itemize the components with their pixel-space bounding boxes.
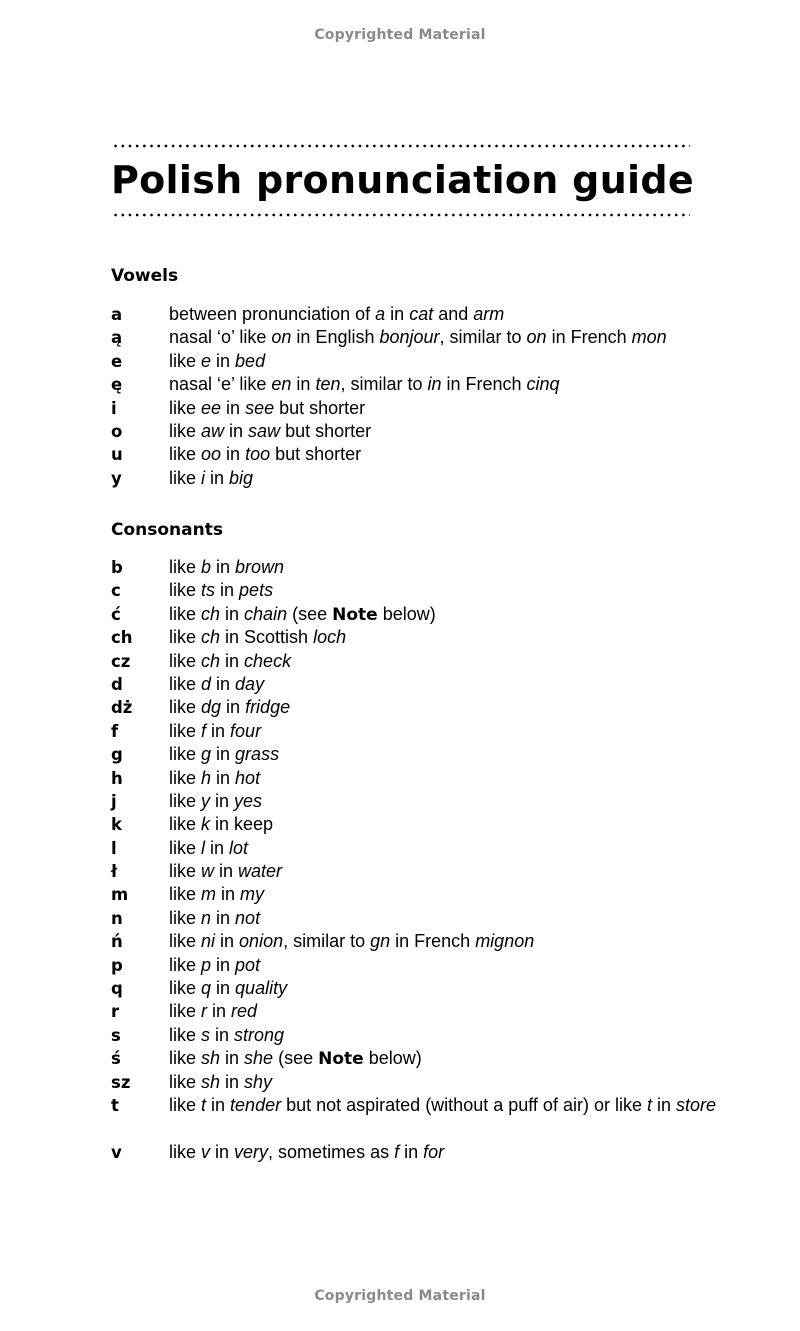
example-word: on <box>271 327 292 348</box>
entry-description <box>169 373 729 396</box>
description-text: in <box>211 954 236 975</box>
description-text: in <box>220 603 245 624</box>
description-text: nasal ‘o’ like <box>169 327 272 348</box>
description-text: in <box>210 790 235 811</box>
description-text: like <box>169 931 202 952</box>
list-item <box>0 1071 800 1094</box>
description-text: in <box>211 350 236 371</box>
list-item <box>0 954 800 977</box>
vowels-list <box>0 303 800 490</box>
description-text: in keep <box>210 814 274 835</box>
description-text: like <box>169 420 202 441</box>
description-text: , similar to <box>340 374 428 395</box>
description-text: in <box>211 907 236 928</box>
entry-description <box>169 790 729 813</box>
note-label: Note <box>318 1049 364 1070</box>
example-word: pets <box>239 580 274 601</box>
entry-description <box>169 1071 729 1094</box>
entry-letter: r <box>111 1002 120 1022</box>
example-word: check <box>244 650 292 671</box>
example-word: ee <box>201 397 222 418</box>
description-text: nasal ‘e’ like <box>169 374 272 395</box>
description-text: like <box>169 814 202 835</box>
entry-letter: l <box>111 838 117 858</box>
description-text: in <box>385 304 410 324</box>
example-word: hot <box>235 767 261 788</box>
example-word: my <box>240 884 265 905</box>
list-item <box>0 579 800 602</box>
entry-description <box>169 673 729 696</box>
list-item <box>0 1024 800 1047</box>
example-word: g <box>201 744 212 765</box>
description-text: in <box>651 1094 676 1115</box>
entry-letter: ł <box>111 862 118 882</box>
description-text: below) <box>363 1048 422 1069</box>
entry-description <box>169 1094 729 1117</box>
description-text: in <box>221 444 246 465</box>
example-word: ch <box>201 603 221 624</box>
description-text: in <box>291 374 316 395</box>
example-word: store <box>676 1094 717 1115</box>
list-item <box>0 930 800 953</box>
example-word: dg <box>201 697 222 718</box>
example-word: i <box>201 467 206 488</box>
example-word: aw <box>201 420 225 441</box>
entry-letter: y <box>111 468 122 488</box>
example-word: yes <box>234 790 263 811</box>
list-item <box>0 837 800 860</box>
description-text: in <box>206 720 231 741</box>
description-text: in <box>207 1001 232 1022</box>
entry-description <box>169 813 729 836</box>
entry-letter: ch <box>111 628 133 648</box>
description-text: like <box>169 603 202 624</box>
example-word: ten <box>315 374 341 395</box>
example-word: en <box>271 374 292 395</box>
description-text: but shorter <box>274 397 366 418</box>
description-text: like <box>169 767 202 788</box>
entry-letter: ń <box>111 932 123 952</box>
entry-letter: g <box>111 745 123 765</box>
entry-description <box>169 603 729 627</box>
example-word: shy <box>244 1071 273 1092</box>
example-word: k <box>201 814 211 835</box>
example-word: ch <box>201 650 221 671</box>
entry-description <box>169 954 729 977</box>
example-word: p <box>201 954 212 975</box>
entry-letter: e <box>111 351 123 371</box>
example-word: loch <box>313 627 347 648</box>
entry-letter: b <box>111 558 123 577</box>
entry-letter: m <box>111 885 129 905</box>
description-text: like <box>169 557 202 577</box>
entry-description <box>169 883 729 906</box>
entry-description <box>169 860 729 883</box>
description-text: (see <box>273 1048 319 1069</box>
example-word: l <box>201 837 206 858</box>
entry-description <box>169 443 729 466</box>
example-word: ts <box>201 580 216 601</box>
example-word: cat <box>409 304 434 324</box>
entry-description <box>169 720 729 743</box>
list-item <box>0 907 800 930</box>
list-item <box>0 1000 800 1023</box>
example-word: saw <box>248 420 281 441</box>
example-word: gn <box>370 931 391 952</box>
entry-letter: d <box>111 674 123 694</box>
description-text: like <box>169 650 202 671</box>
entry-letter: ś <box>111 1049 121 1069</box>
entry-letter: sz <box>111 1072 131 1092</box>
list-item <box>0 696 800 719</box>
example-word: on <box>526 327 547 348</box>
description-text: , sometimes as <box>268 1141 395 1162</box>
entry-letter: cz <box>111 651 131 671</box>
example-word: n <box>201 907 212 928</box>
example-word: cinq <box>526 374 560 395</box>
list-item <box>0 1094 800 1141</box>
note-label: Note <box>332 604 378 625</box>
watermark-top: Copyrighted Material <box>314 27 486 43</box>
example-word: h <box>201 767 212 788</box>
description-text: like <box>169 907 202 928</box>
description-text: in <box>210 1024 235 1045</box>
example-word: onion <box>239 931 284 952</box>
entry-letter: p <box>111 955 123 975</box>
consonants-list <box>0 556 800 1164</box>
description-text: in French <box>546 327 632 348</box>
example-word: day <box>235 673 265 694</box>
description-text: in <box>210 1141 235 1162</box>
entry-letter: dż <box>111 698 133 718</box>
description-text: like <box>169 837 202 858</box>
example-word: y <box>201 790 211 811</box>
list-item <box>0 397 800 420</box>
description-text: in <box>205 467 230 488</box>
watermark-bottom: Copyrighted Material <box>314 1288 486 1304</box>
list-item <box>0 767 800 790</box>
description-text: in <box>220 1048 245 1069</box>
entry-description <box>169 1000 729 1023</box>
description-text: like <box>169 1024 202 1045</box>
description-text: in <box>220 1071 245 1092</box>
entry-description <box>169 977 729 1000</box>
entry-description <box>169 743 729 766</box>
example-word: sh <box>201 1048 221 1069</box>
list-item <box>0 673 800 696</box>
example-word: bonjour <box>379 327 440 348</box>
example-word: f <box>394 1141 400 1162</box>
entry-description <box>169 350 729 373</box>
description-text: in Scottish <box>220 627 314 648</box>
list-item <box>0 326 800 349</box>
list-item <box>0 350 800 373</box>
example-word: arm <box>473 304 505 324</box>
list-item <box>0 650 800 673</box>
example-word: f <box>201 720 207 741</box>
entry-letter: i <box>111 398 117 418</box>
description-text: in French <box>390 931 476 952</box>
description-text: in <box>216 884 241 905</box>
description-text: in <box>205 837 230 858</box>
list-item <box>0 303 800 326</box>
list-item <box>0 603 800 626</box>
example-word: fridge <box>245 697 291 718</box>
entry-letter: u <box>111 445 123 465</box>
description-text: like <box>169 467 202 488</box>
example-word: in <box>427 374 442 395</box>
entry-description <box>169 1024 729 1047</box>
list-item <box>0 1141 800 1164</box>
entry-letter: o <box>111 421 123 441</box>
entry-description <box>169 420 729 443</box>
description-text: like <box>169 790 202 811</box>
description-text: like <box>169 978 202 999</box>
description-text: in <box>221 397 246 418</box>
description-text: but shorter <box>280 420 372 441</box>
example-word: tender <box>230 1094 282 1115</box>
example-word: r <box>201 1001 208 1022</box>
entry-letter: s <box>111 1025 121 1045</box>
description-text: in <box>221 697 246 718</box>
description-text: below) <box>377 603 436 624</box>
description-text: like <box>169 1001 202 1022</box>
example-word: for <box>423 1141 445 1162</box>
example-word: m <box>201 884 217 905</box>
example-word: e <box>201 350 212 371</box>
entry-description <box>169 467 729 490</box>
example-word: t <box>646 1094 652 1115</box>
entry-letter: j <box>111 791 117 811</box>
list-item <box>0 420 800 443</box>
description-text: like <box>169 884 202 905</box>
list-item <box>0 1047 800 1070</box>
example-word: mon <box>631 327 667 348</box>
description-text: like <box>169 744 202 765</box>
example-word: too <box>245 444 271 465</box>
example-word: chain <box>244 603 288 624</box>
list-item <box>0 860 800 883</box>
description-text: like <box>169 350 202 371</box>
entry-description <box>169 837 729 860</box>
entry-description <box>169 907 729 930</box>
consonants-heading: Consonants <box>111 520 223 540</box>
example-word: very <box>234 1141 269 1162</box>
example-word: not <box>235 907 261 928</box>
example-word: oo <box>201 444 222 465</box>
entry-letter: q <box>111 979 123 999</box>
description-text: , similar to <box>439 327 527 348</box>
description-text: (see <box>287 603 333 624</box>
example-word: a <box>375 304 386 324</box>
list-item <box>0 626 800 649</box>
entry-description <box>169 303 729 326</box>
example-word: brown <box>235 557 285 577</box>
entry-description <box>169 650 729 673</box>
example-word: ch <box>201 627 221 648</box>
description-text: but shorter <box>270 444 362 465</box>
description-text: like <box>169 1048 202 1069</box>
entry-letter: n <box>111 908 123 928</box>
example-word: quality <box>235 978 288 999</box>
description-text: but not aspirated (without a puff of air) or like <box>281 1094 647 1115</box>
list-item <box>0 813 800 836</box>
example-word: see <box>245 397 275 418</box>
description-text: and <box>433 304 474 324</box>
description-text: like <box>169 397 202 418</box>
entry-letter: a <box>111 305 123 324</box>
example-word: big <box>229 467 254 488</box>
example-word: strong <box>234 1024 285 1045</box>
example-word: s <box>201 1024 211 1045</box>
example-word: d <box>201 673 212 694</box>
description-text: like <box>169 673 202 694</box>
description-text: between pronunciation of <box>169 304 376 324</box>
example-word: four <box>230 720 262 741</box>
page-title: Polish pronunciation guide <box>111 158 694 202</box>
list-item <box>0 883 800 906</box>
list-item <box>0 743 800 766</box>
example-word: q <box>201 978 212 999</box>
entry-description <box>169 767 729 790</box>
example-word: t <box>201 1094 207 1115</box>
example-word: red <box>231 1001 258 1022</box>
list-item <box>0 556 800 579</box>
list-item <box>0 720 800 743</box>
description-text: in <box>211 673 236 694</box>
entry-letter: ć <box>111 604 121 624</box>
dotted-rule-bottom <box>112 213 690 217</box>
description-text: like <box>169 444 202 465</box>
description-text: in <box>206 1094 231 1115</box>
description-text: in <box>211 557 236 577</box>
entry-description <box>169 556 729 579</box>
example-word: v <box>201 1141 211 1162</box>
description-text: in <box>215 931 240 952</box>
entry-letter: t <box>111 1095 119 1115</box>
example-word: lot <box>229 837 249 858</box>
entry-description <box>169 626 729 649</box>
entry-letter: v <box>111 1142 122 1162</box>
entry-description <box>169 579 729 602</box>
description-text: , similar to <box>283 931 371 952</box>
example-word: w <box>201 861 215 882</box>
entry-description <box>169 397 729 420</box>
list-item <box>0 373 800 396</box>
description-text: in <box>399 1141 424 1162</box>
dotted-rule-top <box>112 144 690 148</box>
description-text: in <box>220 650 245 671</box>
entry-letter: c <box>111 581 121 601</box>
description-text: like <box>169 861 202 882</box>
description-text: in <box>211 744 236 765</box>
list-item <box>0 977 800 1000</box>
description-text: like <box>169 1094 202 1115</box>
example-word: grass <box>235 744 280 765</box>
description-text: like <box>169 697 202 718</box>
example-word: mignon <box>475 931 535 952</box>
description-text: in <box>214 861 239 882</box>
description-text: like <box>169 1141 202 1162</box>
description-text: like <box>169 627 202 648</box>
entry-letter: k <box>111 815 122 835</box>
description-text: in French <box>441 374 527 395</box>
entry-description <box>169 326 729 349</box>
description-text: like <box>169 1071 202 1092</box>
description-text: like <box>169 720 202 741</box>
entry-letter: f <box>111 721 119 741</box>
description-text: in <box>211 978 236 999</box>
example-word: bed <box>235 350 266 371</box>
description-text: in English <box>291 327 380 348</box>
list-item <box>0 790 800 813</box>
example-word: pot <box>235 954 261 975</box>
example-word: b <box>201 557 212 577</box>
example-word: she <box>244 1048 274 1069</box>
entry-description <box>169 1047 729 1071</box>
entry-description <box>169 1141 729 1164</box>
list-item <box>0 467 800 490</box>
example-word: ni <box>201 931 216 952</box>
description-text: in <box>215 580 240 601</box>
example-word: sh <box>201 1071 221 1092</box>
description-text: in <box>211 767 236 788</box>
entry-description <box>169 696 729 719</box>
description-text: like <box>169 580 202 601</box>
list-item <box>0 443 800 466</box>
description-text: like <box>169 954 202 975</box>
entry-description <box>169 930 729 953</box>
entry-letter: ą <box>111 328 123 348</box>
vowels-heading: Vowels <box>111 266 179 286</box>
description-text: in <box>224 420 249 441</box>
entry-letter: h <box>111 768 123 788</box>
entry-letter: ę <box>111 375 123 395</box>
example-word: water <box>238 861 283 882</box>
